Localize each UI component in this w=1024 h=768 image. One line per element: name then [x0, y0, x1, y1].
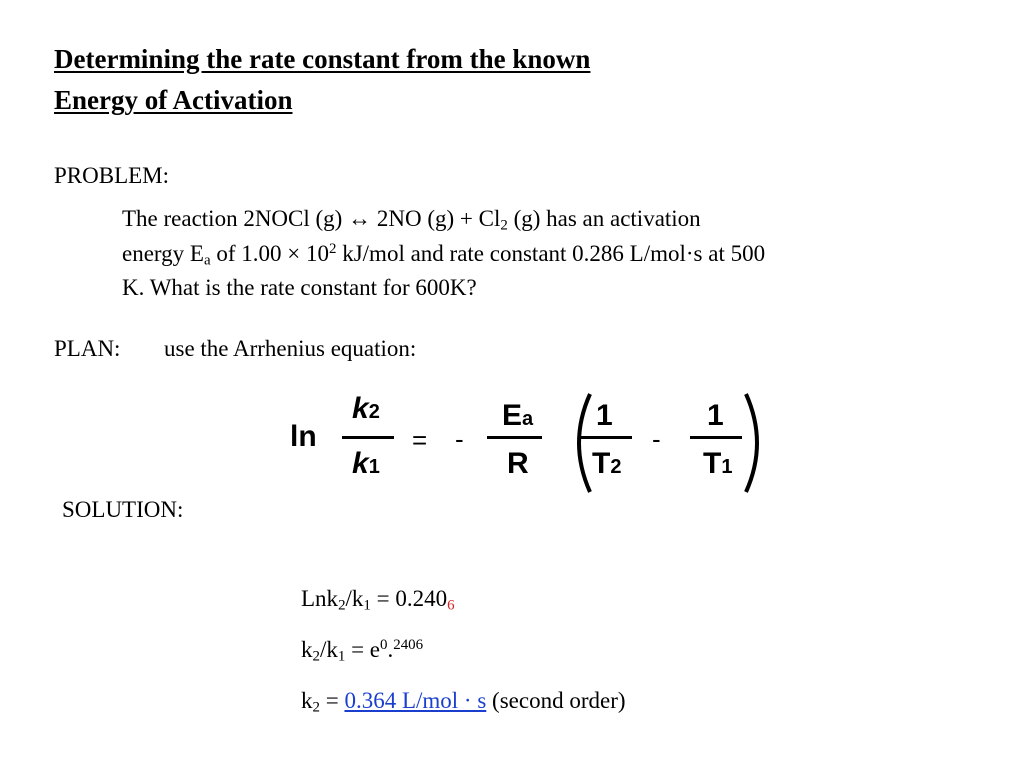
- eq-k1: k1: [352, 447, 380, 480]
- eq-k2: k2: [352, 392, 380, 425]
- eq-t1: T1: [703, 447, 733, 480]
- eq-fraction-bar-ea: [487, 436, 542, 439]
- problem-line1: The reaction 2NOCl (g) ↔ 2NO $(g) + Cl_2$ (g) has an activation: [122, 206, 701, 234]
- page-title-line2: Energy of Activation: [54, 85, 293, 115]
- page-title-line1: Determining the rate constant from the known: [54, 44, 591, 74]
- eq-equals: =: [412, 425, 428, 455]
- eq-fraction-bar-t1: [690, 436, 742, 439]
- eq-t2: T2: [592, 447, 622, 480]
- solution-line1: $Lnk_2/k_1 = 0.240_6$: [301, 586, 455, 614]
- plan-label: PLAN:: [54, 336, 121, 361]
- eq-minus-1: -: [455, 424, 464, 454]
- eq-r: R: [507, 447, 529, 480]
- significant-digit: 6: [447, 597, 455, 614]
- eq-ea: Ea: [502, 399, 534, 432]
- solution-label: SOLUTION:: [62, 497, 184, 522]
- answer-link[interactable]: 0.364 L/mol · s: [344, 688, 487, 713]
- plan-text: use the Arrhenius equation:: [164, 336, 417, 361]
- right-paren-icon: [736, 388, 776, 498]
- eq-fraction-bar-k: [342, 436, 394, 439]
- problem-line2: energy $E_a$ of $1.00 \times 10^2$ kJ/mol and rate constant 0.286 L/mol·s at 500: [122, 240, 766, 269]
- eq-ln: ln: [290, 420, 317, 453]
- problem-line3: K. What is the rate constant for 600K?: [122, 275, 477, 300]
- solution-line3: $k_2 = 0.364$ L/mol · s (second order): [301, 688, 626, 716]
- left-paren-icon: [560, 388, 600, 498]
- eq-one-1: 1: [596, 399, 613, 432]
- eq-fraction-bar-t2: [580, 436, 632, 439]
- problem-label: PROBLEM:: [54, 163, 170, 188]
- eq-one-2: 1: [707, 399, 724, 432]
- double-arrow-icon: ↔: [348, 206, 372, 231]
- solution-line2: $k_2/k_1 = e^0.^{2406}$: [301, 636, 424, 665]
- eq-minus-2: -: [652, 424, 661, 454]
